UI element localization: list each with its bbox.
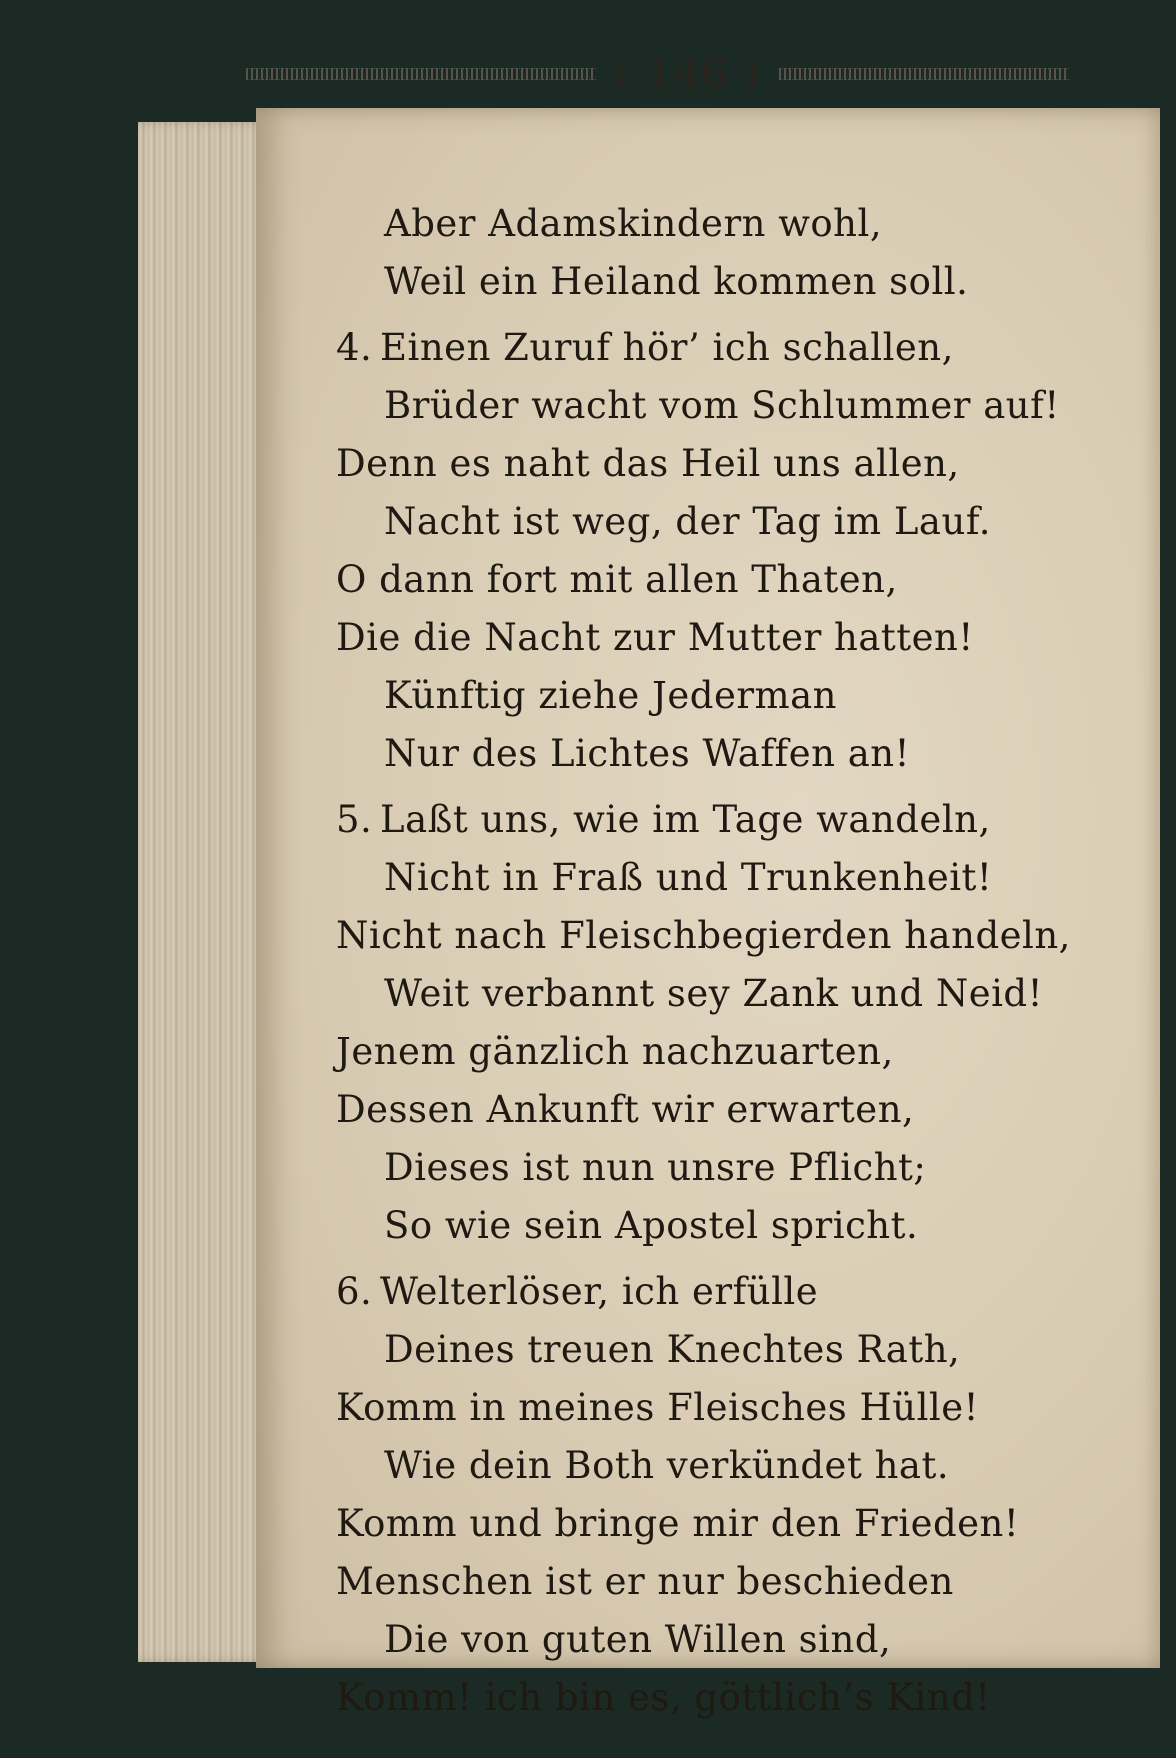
header-ornament-right: [779, 68, 1069, 80]
header-ornament-left: [246, 68, 596, 80]
poem-line: Dieses ist nun unsre Pflicht;: [384, 1146, 927, 1189]
poem-line: Die von guten Willen sind,: [384, 1618, 892, 1661]
poem-line: 4. Einen Zuruf hör’ ich schallen,: [336, 326, 954, 369]
poem-line: Weil ein Heiland kommen soll.: [384, 260, 969, 303]
poem-line: Weit verbannt sey Zank und Neid!: [384, 972, 1043, 1015]
poem-line: 6. Welterlöser, ich erfülle: [336, 1270, 819, 1313]
poem-line: Künftig ziehe Jederman: [384, 674, 838, 717]
page-number: ( 146 ): [614, 51, 761, 97]
poem-line: Wie dein Both verkündet hat.: [384, 1444, 950, 1487]
poem-line: Aber Adamskindern wohl,: [384, 202, 883, 245]
poem-line: Die die Nacht zur Mutter hatten!: [336, 616, 974, 659]
poem-line: Komm in meines Fleisches Hülle!: [336, 1386, 980, 1429]
poem-line: Dessen Ankunft wir erwarten,: [336, 1088, 915, 1131]
poem-line: 5. Laßt uns, wie im Tage wandeln,: [336, 798, 991, 841]
poem-line: Brüder wacht vom Schlummer auf!: [384, 384, 1060, 427]
poem-line: Nur des Lichtes Waffen an!: [384, 732, 910, 775]
poem-line: Denn es naht das Heil uns allen,: [336, 442, 960, 485]
poem-line: Nicht in Fraß und Trunkenheit!: [384, 856, 993, 899]
page-header: [246, 46, 1156, 102]
poem-line: So wie sein Apostel spricht.: [384, 1204, 919, 1247]
page-edges: [138, 122, 270, 1662]
stanza-number: 6.: [336, 1270, 373, 1313]
poem-line: Deines treuen Knechtes Rath,: [384, 1328, 961, 1371]
stanza-number: 5.: [336, 798, 373, 841]
poem-line: O dann fort mit allen Thaten,: [336, 558, 898, 601]
poem-line: Jenem gänzlich nachzuarten,: [336, 1030, 894, 1073]
poem-line: Nicht nach Fleischbegierden handeln,: [336, 914, 1071, 957]
poem-line: Menschen ist er nur beschieden: [336, 1560, 954, 1603]
poem-line: Komm! ich bin es, göttlich’s Kind!: [336, 1676, 991, 1719]
poem-line: Nacht ist weg, der Tag im Lauf.: [384, 500, 991, 543]
stanza-number: 4.: [336, 326, 373, 369]
poem-line: Komm und bringe mir den Frieden!: [336, 1502, 1020, 1545]
